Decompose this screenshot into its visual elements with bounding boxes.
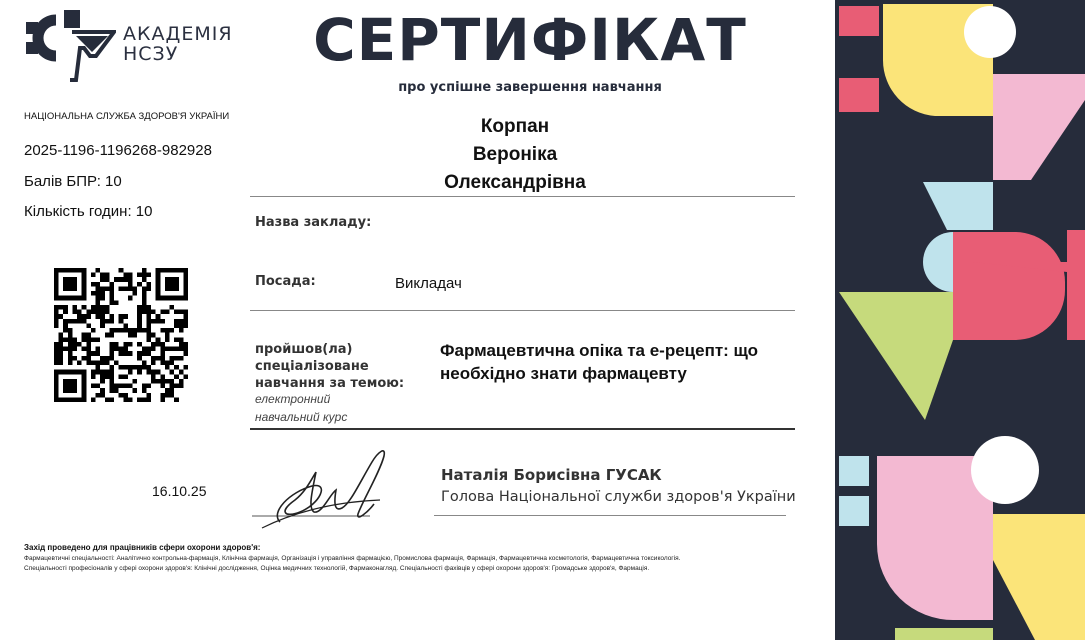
divider (250, 428, 795, 430)
score: Балів БПР: 10 (24, 173, 122, 190)
decorative-pattern (835, 0, 1085, 640)
recipient-patronymic: Олександрівна (444, 172, 586, 193)
topic-label (255, 341, 404, 392)
footer-line: Спеціальності професіоналів у сфері охорони здоров'я: Клінічні дослідження, Оцінка медичних технологій, Фармаконагляд. Спеціальності фахівців у сфері охорони здоров'я: Громадське здоров'я, Фармація. (24, 565, 650, 572)
footer-heading: Захід проведено для працівників сфери охорони здоров'я: (24, 543, 261, 552)
logo-line1: АКАДЕМІЯ (123, 23, 233, 45)
qr-code-icon[interactable] (54, 268, 188, 402)
signature-icon (250, 442, 400, 534)
signer-name: Наталія Борисівна ГУСАК (441, 466, 662, 484)
logo-line2: НСЗУ (123, 43, 179, 65)
signer-title: Голова Національної служби здоров'я України (441, 489, 796, 505)
topic-label-line2: спеціалізоване (255, 359, 369, 374)
divider (250, 196, 795, 197)
hours: Кількість годин: 10 (24, 203, 153, 220)
institution-label: Назва закладу: (255, 215, 372, 230)
recipient-name (370, 113, 660, 197)
course-type (255, 390, 347, 426)
position-label: Посада: (255, 274, 316, 289)
divider (434, 515, 786, 516)
issue-date: 16.10.25 (152, 483, 207, 499)
position-value: Викладач (395, 275, 462, 292)
certificate-title: СЕРТИФІКАТ (313, 6, 747, 74)
nszu-logo-icon (24, 8, 116, 82)
course-type-line1: електронний (255, 392, 331, 406)
footer-line: Фармацевтичні спеціальності: Аналітично контрольна-фармація, Клінічна фармація, Організація і управління фармацією, Промислова фармація, Фармація, Фармацевтична косметологія, Фармацевтична токсикологія. (24, 555, 681, 562)
logo-text (123, 24, 233, 64)
recipient-last-name: Корпан (480, 116, 550, 137)
topic-label-line1: пройшов(ла) (255, 342, 353, 357)
topic-label-line3: навчання за темою: (255, 376, 405, 391)
divider (250, 310, 795, 311)
certificate-subtitle: про успішне завершення навчання (398, 80, 662, 95)
organization-name: НАЦІОНАЛЬНА СЛУЖБА ЗДОРОВ'Я УКРАЇНИ (24, 111, 230, 122)
recipient-first-name: Вероніка (472, 144, 558, 165)
certificate-id: 2025-1196-1196268-982928 (24, 142, 212, 159)
course-type-line2: навчальний курс (255, 410, 348, 424)
topic-value: Фармацевтична опіка та е-рецепт: що необхідно знати фармацевту (440, 341, 759, 383)
